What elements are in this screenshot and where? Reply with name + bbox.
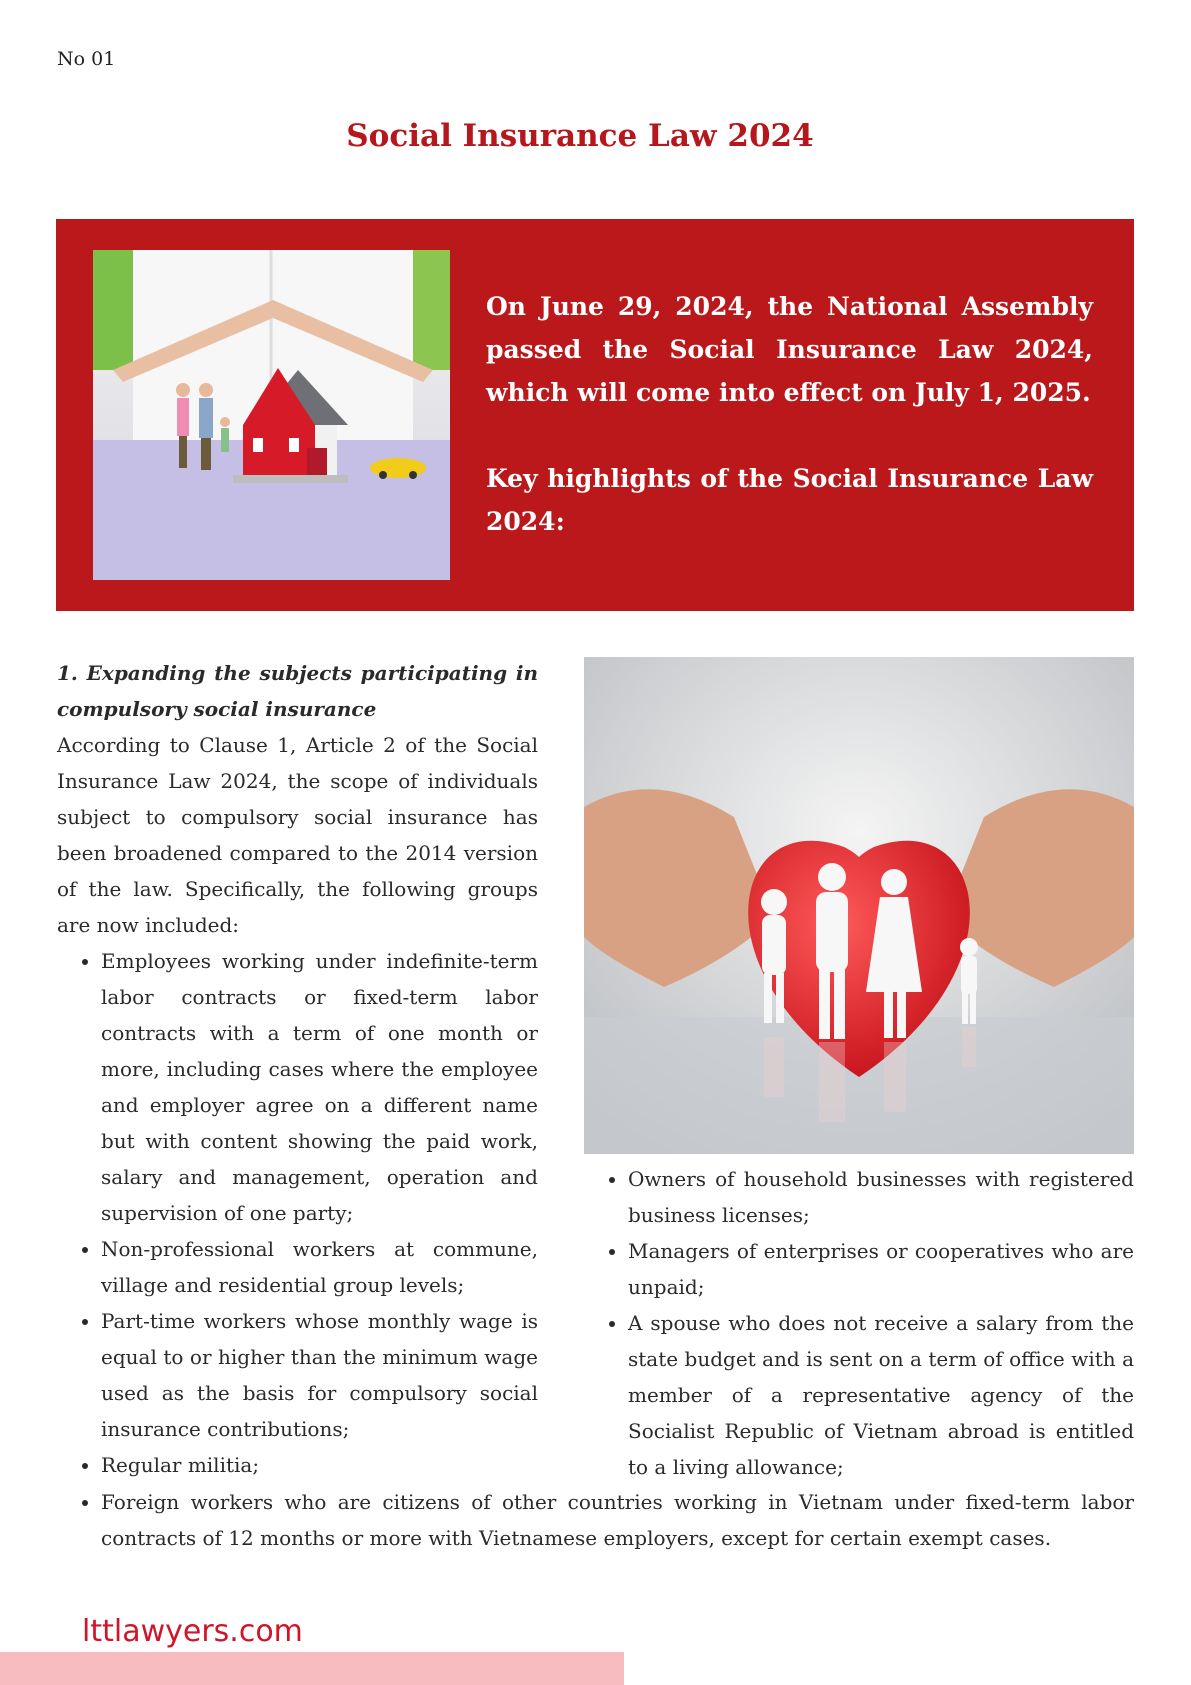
highlights-heading: Key highlights of the Social Insurance Law 2024: [486, 464, 1093, 536]
banner-text [486, 285, 1093, 543]
section-1-bottom [57, 1484, 1134, 1556]
list-item: • Employees working under indefinite-term labor contracts or fixed-term labor contracts with a term of one month or more, including cases where the employee and employer agree on a different name but with content showing the paid work, salary and management, operation and supervision of one party; [101, 943, 538, 1231]
family-heart-photo [584, 657, 1134, 1154]
list-item: • Regular militia; [101, 1447, 538, 1483]
section-1-left-column [57, 655, 538, 1483]
list-item: • Foreign workers who are citizens of other countries working in Vietnam under fixed-term labor contracts of 12 months or more with Vietnamese employers, except for certain exempt cases. [101, 1484, 1134, 1556]
list-item: • A spouse who does not receive a salary from the state budget and is sent on a term of office with a member of a representative agency of the Socialist Republic of Vietnam abroad is entitled to a living allowance; [628, 1305, 1134, 1485]
list-item: • Owners of household businesses with registered business licenses; [628, 1161, 1134, 1233]
list-item: • Non-professional workers at commune, village and residential group levels; [101, 1231, 538, 1303]
bottom-bullet-list [57, 1484, 1134, 1556]
section-1-right-column [584, 1161, 1134, 1485]
left-bullet-list [57, 943, 538, 1483]
intro-banner [56, 219, 1134, 611]
page-title: Social Insurance Law 2024 [346, 118, 814, 154]
issue-number: No 01 [57, 48, 116, 70]
banner-intro: On June 29, 2024, the National Assembly passed the Social Insurance Law 2024, which will come into effect on July 1, 2025. [486, 292, 1093, 407]
footer-website-link[interactable]: lttlawyers.com [82, 1614, 303, 1649]
section-1-heading: 1. Expanding the subjects participating in compulsory social insurance [57, 661, 538, 721]
list-item: • Part-time workers whose monthly wage is equal to or higher than the minimum wage used as the basis for compulsory social insurance contributions; [101, 1303, 538, 1447]
right-bullet-list [584, 1161, 1134, 1485]
section-1-intro: According to Clause 1, Article 2 of the Social Insurance Law 2024, the scope of individuals subject to compulsory social insurance has been broadened compared to the 2014 version of the law. Specifically, the following groups are now included: [57, 733, 538, 937]
list-item: • Managers of enterprises or cooperatives who are unpaid; [628, 1233, 1134, 1305]
footer-decorative-bar [0, 1652, 624, 1685]
house-protection-photo [93, 250, 450, 580]
